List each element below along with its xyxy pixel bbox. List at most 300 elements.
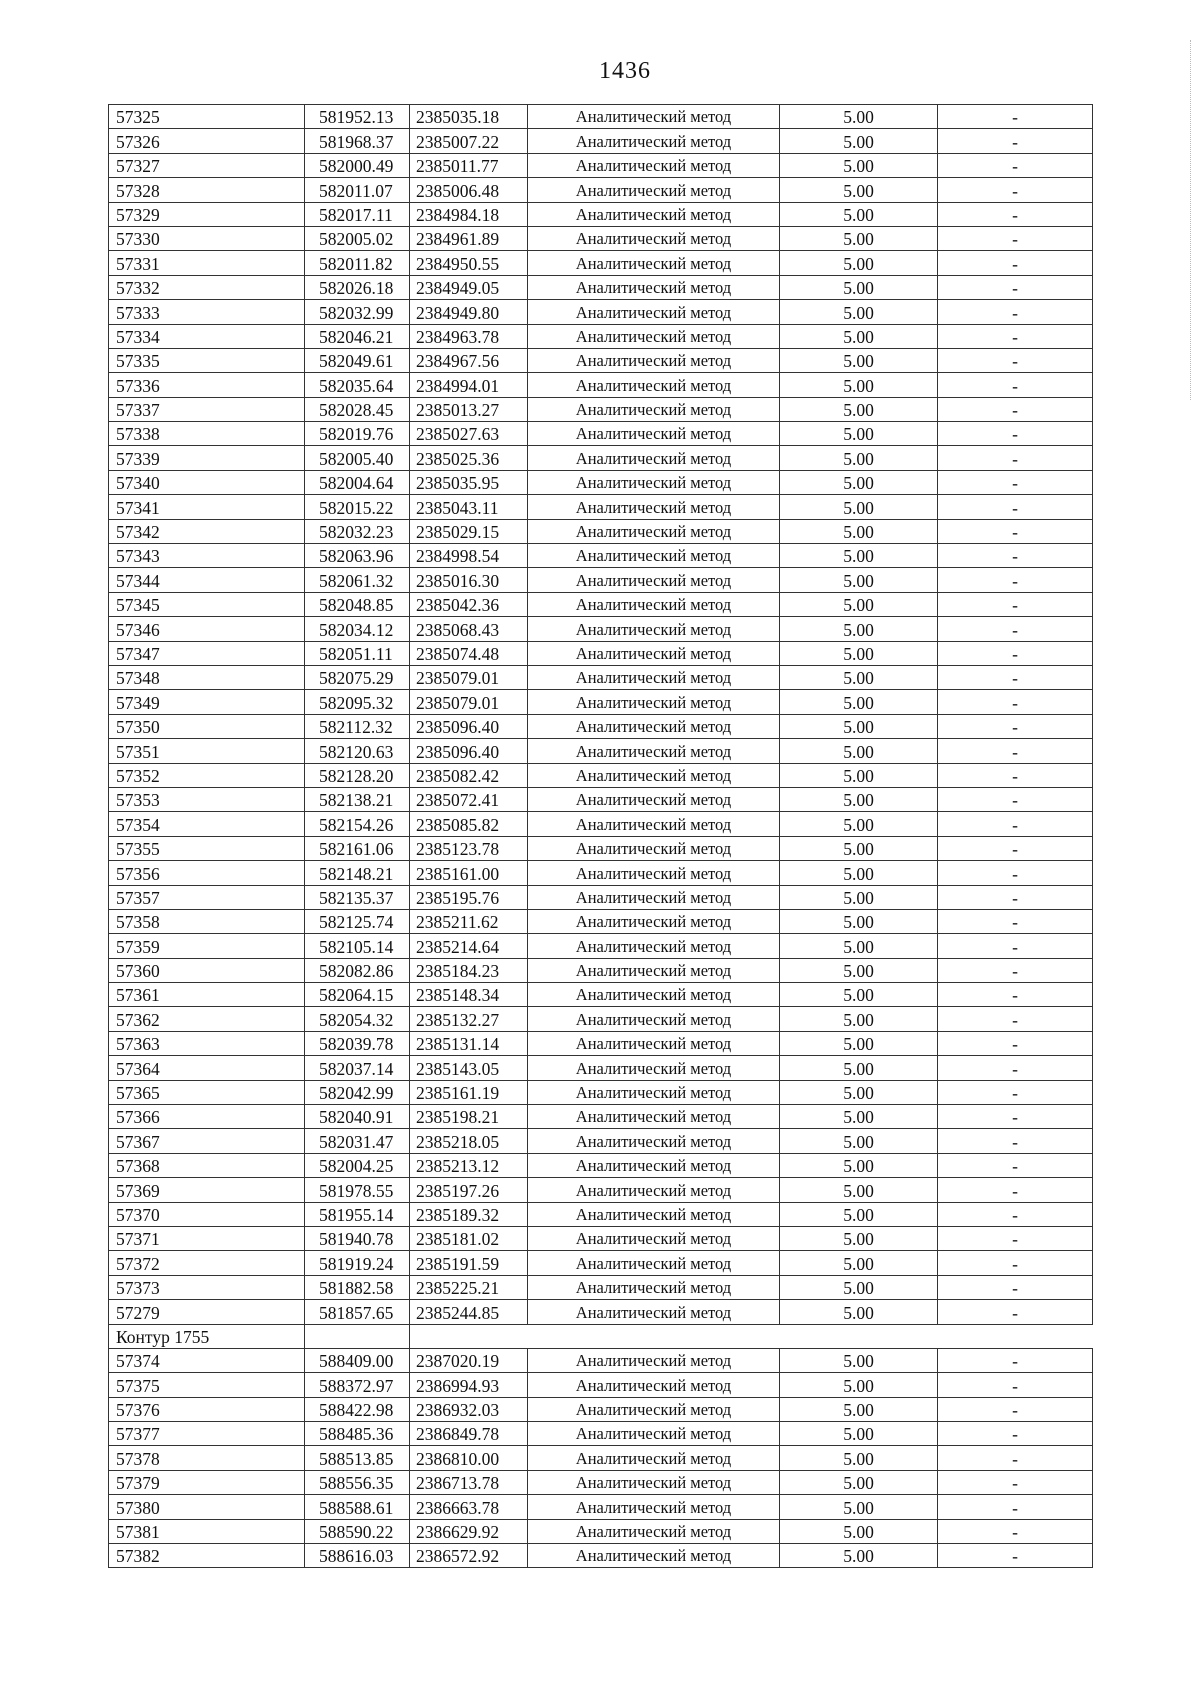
x-coordinate-cell: 582128.20: [305, 763, 410, 787]
method-cell: Аналитический метод: [528, 1373, 780, 1397]
x-coordinate-cell: 582005.02: [305, 226, 410, 250]
y-coordinate-cell: 2385035.95: [410, 470, 528, 494]
error-cell: 5.00: [780, 226, 938, 250]
y-coordinate-cell: 2386932.03: [410, 1397, 528, 1421]
y-coordinate-cell: 2385225.21: [410, 1275, 528, 1299]
method-cell: Аналитический метод: [528, 665, 780, 689]
method-cell: Аналитический метод: [528, 495, 780, 519]
note-cell: -: [938, 739, 1093, 763]
point-id-cell: 57343: [109, 544, 305, 568]
point-id-cell: 57374: [109, 1348, 305, 1372]
table-row: [109, 1446, 1093, 1470]
method-cell: Аналитический метод: [528, 763, 780, 787]
y-coordinate-cell: 2385079.01: [410, 690, 528, 714]
note-cell: -: [938, 690, 1093, 714]
note-cell: -: [938, 226, 1093, 250]
error-cell: 5.00: [780, 812, 938, 836]
point-id-cell: 57339: [109, 446, 305, 470]
x-coordinate-cell: 588616.03: [305, 1544, 410, 1568]
table-row: [109, 983, 1093, 1007]
table-row: [109, 495, 1093, 519]
method-cell: Аналитический метод: [528, 1226, 780, 1250]
note-cell: -: [938, 202, 1093, 226]
error-cell: 5.00: [780, 909, 938, 933]
x-coordinate-cell: 582054.32: [305, 1007, 410, 1031]
error-cell: 5.00: [780, 1446, 938, 1470]
table-row: [109, 909, 1093, 933]
table-row: [109, 1275, 1093, 1299]
error-cell: 5.00: [780, 641, 938, 665]
y-coordinate-cell: 2384998.54: [410, 544, 528, 568]
point-id-cell: 57378: [109, 1446, 305, 1470]
y-coordinate-cell: 2385123.78: [410, 836, 528, 860]
table-row: [109, 787, 1093, 811]
method-cell: Аналитический метод: [528, 983, 780, 1007]
x-coordinate-cell: 582046.21: [305, 324, 410, 348]
y-coordinate-cell: 2385096.40: [410, 714, 528, 738]
point-id-cell: 57358: [109, 909, 305, 933]
note-cell: -: [938, 1105, 1093, 1129]
table-row: [109, 836, 1093, 860]
table-row: [109, 300, 1093, 324]
x-coordinate-cell: 582004.64: [305, 470, 410, 494]
note-cell: -: [938, 934, 1093, 958]
note-cell: -: [938, 1544, 1093, 1568]
y-coordinate-cell: 2386663.78: [410, 1495, 528, 1519]
y-coordinate-cell: 2384967.56: [410, 348, 528, 372]
point-id-cell: 57336: [109, 373, 305, 397]
point-id-cell: 57373: [109, 1275, 305, 1299]
method-cell: Аналитический метод: [528, 397, 780, 421]
note-cell: -: [938, 129, 1093, 153]
x-coordinate-cell: 582120.63: [305, 739, 410, 763]
table-row: [109, 885, 1093, 909]
x-coordinate-cell: 582112.32: [305, 714, 410, 738]
method-cell: Аналитический метод: [528, 934, 780, 958]
table-row: [109, 617, 1093, 641]
point-id-cell: 57349: [109, 690, 305, 714]
x-coordinate-cell: 582105.14: [305, 934, 410, 958]
table-row: [109, 226, 1093, 250]
method-cell: Аналитический метод: [528, 836, 780, 860]
y-coordinate-cell: 2385218.05: [410, 1129, 528, 1153]
table-row: [109, 1202, 1093, 1226]
method-cell: Аналитический метод: [528, 1153, 780, 1177]
point-id-cell: 57355: [109, 836, 305, 860]
note-cell: -: [938, 1226, 1093, 1250]
note-cell: -: [938, 1080, 1093, 1104]
method-cell: Аналитический метод: [528, 373, 780, 397]
x-coordinate-cell: 588372.97: [305, 1373, 410, 1397]
error-cell: 5.00: [780, 861, 938, 885]
y-coordinate-cell: 2385079.01: [410, 665, 528, 689]
note-cell: -: [938, 300, 1093, 324]
empty-cell: [410, 1324, 1093, 1348]
table-row: [109, 348, 1093, 372]
point-id-cell: 57347: [109, 641, 305, 665]
point-id-cell: 57352: [109, 763, 305, 787]
empty-cell: [305, 1324, 410, 1348]
table-row: [109, 1300, 1093, 1324]
table-row: [109, 1348, 1093, 1372]
note-cell: -: [938, 446, 1093, 470]
table-row: [109, 153, 1093, 177]
error-cell: 5.00: [780, 1056, 938, 1080]
method-cell: Аналитический метод: [528, 885, 780, 909]
method-cell: Аналитический метод: [528, 1178, 780, 1202]
method-cell: Аналитический метод: [528, 1397, 780, 1421]
error-cell: 5.00: [780, 617, 938, 641]
x-coordinate-cell: 581955.14: [305, 1202, 410, 1226]
y-coordinate-cell: 2385042.36: [410, 592, 528, 616]
note-cell: -: [938, 983, 1093, 1007]
x-coordinate-cell: 582048.85: [305, 592, 410, 616]
x-coordinate-cell: 582034.12: [305, 617, 410, 641]
method-cell: Аналитический метод: [528, 1105, 780, 1129]
point-id-cell: 57367: [109, 1129, 305, 1153]
x-coordinate-cell: 582011.82: [305, 251, 410, 275]
note-cell: -: [938, 812, 1093, 836]
note-cell: -: [938, 958, 1093, 982]
table-row: [109, 519, 1093, 543]
error-cell: 5.00: [780, 470, 938, 494]
method-cell: Аналитический метод: [528, 1031, 780, 1055]
note-cell: -: [938, 324, 1093, 348]
note-cell: -: [938, 1373, 1093, 1397]
note-cell: -: [938, 568, 1093, 592]
error-cell: 5.00: [780, 422, 938, 446]
note-cell: -: [938, 592, 1093, 616]
point-id-cell: 57326: [109, 129, 305, 153]
x-coordinate-cell: 588485.36: [305, 1422, 410, 1446]
method-cell: Аналитический метод: [528, 129, 780, 153]
error-cell: 5.00: [780, 1007, 938, 1031]
method-cell: Аналитический метод: [528, 1202, 780, 1226]
note-cell: -: [938, 885, 1093, 909]
x-coordinate-cell: 582026.18: [305, 275, 410, 299]
x-coordinate-cell: 582138.21: [305, 787, 410, 811]
y-coordinate-cell: 2385161.00: [410, 861, 528, 885]
y-coordinate-cell: 2386713.78: [410, 1470, 528, 1494]
table-row: [109, 544, 1093, 568]
table-row: [109, 1178, 1093, 1202]
table-row: [109, 446, 1093, 470]
point-id-cell: 57382: [109, 1544, 305, 1568]
method-cell: Аналитический метод: [528, 1007, 780, 1031]
note-cell: -: [938, 665, 1093, 689]
point-id-cell: 57328: [109, 178, 305, 202]
table-row: [109, 1495, 1093, 1519]
point-id-cell: 57340: [109, 470, 305, 494]
table-row: [109, 129, 1093, 153]
x-coordinate-cell: 588556.35: [305, 1470, 410, 1494]
method-cell: Аналитический метод: [528, 202, 780, 226]
page-number: 1436: [599, 58, 651, 84]
note-cell: -: [938, 1470, 1093, 1494]
method-cell: Аналитический метод: [528, 739, 780, 763]
y-coordinate-cell: 2385143.05: [410, 1056, 528, 1080]
table-row: [109, 1422, 1093, 1446]
y-coordinate-cell: 2386810.00: [410, 1446, 528, 1470]
note-cell: -: [938, 1251, 1093, 1275]
error-cell: 5.00: [780, 763, 938, 787]
note-cell: -: [938, 470, 1093, 494]
point-id-cell: 57357: [109, 885, 305, 909]
method-cell: Аналитический метод: [528, 519, 780, 543]
method-cell: Аналитический метод: [528, 251, 780, 275]
note-cell: -: [938, 1178, 1093, 1202]
method-cell: Аналитический метод: [528, 787, 780, 811]
y-coordinate-cell: 2385211.62: [410, 909, 528, 933]
method-cell: Аналитический метод: [528, 300, 780, 324]
point-id-cell: 57338: [109, 422, 305, 446]
y-coordinate-cell: 2385148.34: [410, 983, 528, 1007]
method-cell: Аналитический метод: [528, 422, 780, 446]
point-id-cell: 57333: [109, 300, 305, 324]
point-id-cell: 57329: [109, 202, 305, 226]
error-cell: 5.00: [780, 665, 938, 689]
method-cell: Аналитический метод: [528, 714, 780, 738]
table-row: [109, 641, 1093, 665]
note-cell: -: [938, 519, 1093, 543]
y-coordinate-cell: 2385068.43: [410, 617, 528, 641]
error-cell: 5.00: [780, 251, 938, 275]
error-cell: 5.00: [780, 178, 938, 202]
point-id-cell: 57331: [109, 251, 305, 275]
point-id-cell: 57366: [109, 1105, 305, 1129]
y-coordinate-cell: 2385013.27: [410, 397, 528, 421]
method-cell: Аналитический метод: [528, 1080, 780, 1104]
point-id-cell: 57369: [109, 1178, 305, 1202]
error-cell: 5.00: [780, 885, 938, 909]
x-coordinate-cell: 588590.22: [305, 1519, 410, 1543]
table-row: [109, 1226, 1093, 1250]
note-cell: -: [938, 495, 1093, 519]
point-id-cell: 57364: [109, 1056, 305, 1080]
point-id-cell: 57359: [109, 934, 305, 958]
table-row: [109, 1129, 1093, 1153]
y-coordinate-cell: 2385043.11: [410, 495, 528, 519]
y-coordinate-cell: 2387020.19: [410, 1348, 528, 1372]
note-cell: -: [938, 373, 1093, 397]
note-cell: -: [938, 105, 1093, 129]
point-id-cell: 57334: [109, 324, 305, 348]
method-cell: Аналитический метод: [528, 324, 780, 348]
table-row: [109, 202, 1093, 226]
method-cell: Аналитический метод: [528, 568, 780, 592]
note-cell: -: [938, 1129, 1093, 1153]
table-row: [109, 1056, 1093, 1080]
x-coordinate-cell: 581857.65: [305, 1300, 410, 1324]
error-cell: 5.00: [780, 787, 938, 811]
y-coordinate-cell: 2384949.80: [410, 300, 528, 324]
note-cell: -: [938, 1056, 1093, 1080]
point-id-cell: 57375: [109, 1373, 305, 1397]
error-cell: 5.00: [780, 1178, 938, 1202]
point-id-cell: 57361: [109, 983, 305, 1007]
y-coordinate-cell: 2384994.01: [410, 373, 528, 397]
error-cell: 5.00: [780, 690, 938, 714]
error-cell: 5.00: [780, 153, 938, 177]
point-id-cell: 57356: [109, 861, 305, 885]
table-body: [109, 105, 1093, 1568]
scan-edge-line: [1190, 40, 1192, 400]
x-coordinate-cell: 588422.98: [305, 1397, 410, 1421]
x-coordinate-cell: 581978.55: [305, 1178, 410, 1202]
note-cell: -: [938, 836, 1093, 860]
y-coordinate-cell: 2385191.59: [410, 1251, 528, 1275]
x-coordinate-cell: 582004.25: [305, 1153, 410, 1177]
y-coordinate-cell: 2385195.76: [410, 885, 528, 909]
y-coordinate-cell: 2386994.93: [410, 1373, 528, 1397]
point-id-cell: 57350: [109, 714, 305, 738]
error-cell: 5.00: [780, 1251, 938, 1275]
x-coordinate-cell: 582037.14: [305, 1056, 410, 1080]
table-row: [109, 178, 1093, 202]
error-cell: 5.00: [780, 1470, 938, 1494]
error-cell: 5.00: [780, 1300, 938, 1324]
error-cell: 5.00: [780, 1031, 938, 1055]
method-cell: Аналитический метод: [528, 690, 780, 714]
point-id-cell: 57351: [109, 739, 305, 763]
point-id-cell: 57360: [109, 958, 305, 982]
table-row: [109, 568, 1093, 592]
y-coordinate-cell: 2385096.40: [410, 739, 528, 763]
y-coordinate-cell: 2385198.21: [410, 1105, 528, 1129]
point-id-cell: 57363: [109, 1031, 305, 1055]
x-coordinate-cell: 582063.96: [305, 544, 410, 568]
point-id-cell: 57377: [109, 1422, 305, 1446]
error-cell: 5.00: [780, 348, 938, 372]
method-cell: Аналитический метод: [528, 544, 780, 568]
y-coordinate-cell: 2384984.18: [410, 202, 528, 226]
method-cell: Аналитический метод: [528, 1519, 780, 1543]
point-id-cell: 57345: [109, 592, 305, 616]
y-coordinate-cell: 2385161.19: [410, 1080, 528, 1104]
x-coordinate-cell: 582032.99: [305, 300, 410, 324]
note-cell: -: [938, 1031, 1093, 1055]
method-cell: Аналитический метод: [528, 861, 780, 885]
error-cell: 5.00: [780, 1202, 938, 1226]
method-cell: Аналитический метод: [528, 617, 780, 641]
note-cell: -: [938, 1348, 1093, 1372]
note-cell: -: [938, 763, 1093, 787]
method-cell: Аналитический метод: [528, 105, 780, 129]
y-coordinate-cell: 2384963.78: [410, 324, 528, 348]
table-row: [109, 105, 1093, 129]
x-coordinate-cell: 582082.86: [305, 958, 410, 982]
error-cell: 5.00: [780, 275, 938, 299]
x-coordinate-cell: 582125.74: [305, 909, 410, 933]
x-coordinate-cell: 582075.29: [305, 665, 410, 689]
error-cell: 5.00: [780, 739, 938, 763]
error-cell: 5.00: [780, 519, 938, 543]
x-coordinate-cell: 582161.06: [305, 836, 410, 860]
point-id-cell: 57353: [109, 787, 305, 811]
x-coordinate-cell: 582017.11: [305, 202, 410, 226]
error-cell: 5.00: [780, 592, 938, 616]
method-cell: Аналитический метод: [528, 1300, 780, 1324]
y-coordinate-cell: 2385027.63: [410, 422, 528, 446]
table-row: [109, 714, 1093, 738]
method-cell: Аналитический метод: [528, 446, 780, 470]
note-cell: -: [938, 641, 1093, 665]
method-cell: Аналитический метод: [528, 178, 780, 202]
x-coordinate-cell: 582019.76: [305, 422, 410, 446]
y-coordinate-cell: 2385197.26: [410, 1178, 528, 1202]
error-cell: 5.00: [780, 446, 938, 470]
method-cell: Аналитический метод: [528, 1544, 780, 1568]
x-coordinate-cell: 582028.45: [305, 397, 410, 421]
note-cell: -: [938, 1495, 1093, 1519]
method-cell: Аналитический метод: [528, 1275, 780, 1299]
table-row: [109, 324, 1093, 348]
y-coordinate-cell: 2385072.41: [410, 787, 528, 811]
point-id-cell: 57362: [109, 1007, 305, 1031]
x-coordinate-cell: 582031.47: [305, 1129, 410, 1153]
note-cell: -: [938, 1007, 1093, 1031]
method-cell: Аналитический метод: [528, 1446, 780, 1470]
error-cell: 5.00: [780, 1226, 938, 1250]
error-cell: 5.00: [780, 568, 938, 592]
x-coordinate-cell: 588588.61: [305, 1495, 410, 1519]
method-cell: Аналитический метод: [528, 1251, 780, 1275]
table-row: [109, 1544, 1093, 1568]
y-coordinate-cell: 2385011.77: [410, 153, 528, 177]
table-row: [109, 397, 1093, 421]
x-coordinate-cell: 582061.32: [305, 568, 410, 592]
y-coordinate-cell: 2385184.23: [410, 958, 528, 982]
method-cell: Аналитический метод: [528, 1129, 780, 1153]
note-cell: -: [938, 397, 1093, 421]
error-cell: 5.00: [780, 983, 938, 1007]
point-id-cell: 57342: [109, 519, 305, 543]
table-row: [109, 1031, 1093, 1055]
error-cell: 5.00: [780, 714, 938, 738]
error-cell: 5.00: [780, 1519, 938, 1543]
error-cell: 5.00: [780, 1080, 938, 1104]
table-row: [109, 861, 1093, 885]
table-row: [109, 1080, 1093, 1104]
y-coordinate-cell: 2385244.85: [410, 1300, 528, 1324]
point-id-cell: 57380: [109, 1495, 305, 1519]
x-coordinate-cell: 582039.78: [305, 1031, 410, 1055]
error-cell: 5.00: [780, 1544, 938, 1568]
table-row: [109, 958, 1093, 982]
y-coordinate-cell: 2384961.89: [410, 226, 528, 250]
point-id-cell: 57372: [109, 1251, 305, 1275]
x-coordinate-cell: 588409.00: [305, 1348, 410, 1372]
x-coordinate-cell: 582040.91: [305, 1105, 410, 1129]
point-id-cell: 57325: [109, 105, 305, 129]
x-coordinate-cell: 581882.58: [305, 1275, 410, 1299]
method-cell: Аналитический метод: [528, 1348, 780, 1372]
error-cell: 5.00: [780, 1275, 938, 1299]
error-cell: 5.00: [780, 1422, 938, 1446]
point-id-cell: 57365: [109, 1080, 305, 1104]
x-coordinate-cell: 582148.21: [305, 861, 410, 885]
y-coordinate-cell: 2385189.32: [410, 1202, 528, 1226]
point-id-cell: 57370: [109, 1202, 305, 1226]
note-cell: -: [938, 348, 1093, 372]
point-id-cell: 57344: [109, 568, 305, 592]
x-coordinate-cell: 582064.15: [305, 983, 410, 1007]
error-cell: 5.00: [780, 1105, 938, 1129]
note-cell: -: [938, 1300, 1093, 1324]
x-coordinate-cell: 582051.11: [305, 641, 410, 665]
table-row: [109, 812, 1093, 836]
table-row: [109, 373, 1093, 397]
